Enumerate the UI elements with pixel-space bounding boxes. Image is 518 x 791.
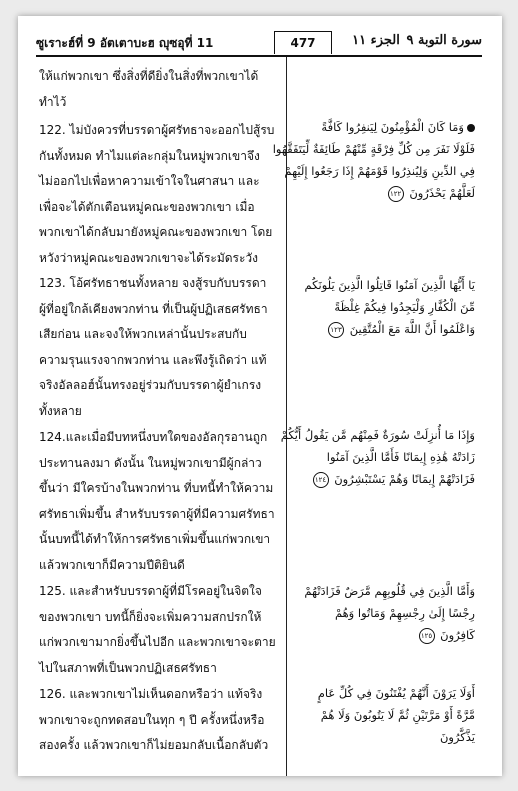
text-line: ทำไว้: [39, 94, 67, 109]
text-line: หวังว่าหมู่คณะของพวกเขาจะได้ระมัดระวัง: [39, 250, 259, 265]
text-line: พวกเขาได้กลับมายังหมู่คณะของพวกเขา โดย: [39, 225, 273, 239]
text-line: ของพวกเขา บทนี้ก็ยิ่งจะเพิ่มความสกปรกให้: [39, 609, 262, 624]
text-line: ประทานลงมา ดังนั้น ในหมู่พวกเขามีผู้กล่าว: [39, 455, 262, 470]
text-line: ความรุนแรงจากพวกท่าน และพึงรู้เถิดว่า แท้: [39, 352, 267, 367]
surah-title: سورة التوبة ٩: [406, 33, 482, 48]
intro-text: [39, 64, 283, 115]
arabic-line: كَافِرُونَ ١٢٥: [301, 624, 475, 646]
arabic-line: يَا أَيُّهَا الَّذِينَ آمَنُوا قَاتِلُوا الَّذِينَ يَلُونَكُم: [304, 278, 475, 292]
text-line: ไม่ออกไปเพื่อหาความเข้าใจในศาสนา และ: [39, 174, 260, 188]
text-line: พวกเขาจะถูกทดสอบในทุก ๆ ปี ครั้งหนึ่งหรือ: [39, 712, 265, 727]
arabic-line: أَوَلَا يَرَوْنَ أَنَّهُمْ يُفْتَنُونَ فِي كُلِّ عَامٍ: [317, 686, 475, 700]
text-line: ขึ้นว่า มีใครบ้างในพวกท่าน ที่บทนี้ทำให้ความ: [39, 481, 274, 495]
page-header: [36, 31, 482, 57]
text-line: 124.และเมื่อมีบทหนึ่งบทใดของอัลกุรอานถูก: [39, 430, 268, 444]
arabic-line: مِّنَ الْكُفَّارِ وَلْيَجِدُوا فِيكُمْ غِلْظَةً: [334, 300, 475, 314]
ayah-number-marker: ١٢٤: [313, 472, 329, 488]
verse-125-translation: [39, 579, 283, 681]
verse-125-arabic: [301, 580, 475, 646]
verse-123-arabic: [301, 274, 475, 340]
arabic-line: فَزَادَتْهُمْ إِيمَانًا وَهُمْ يَسْتَبْشِرُونَ ١٢٤: [301, 468, 475, 490]
arabic-line: وَمَا كَانَ الْمُؤْمِنُونَ لِيَنفِرُوا كَافَّةً: [301, 116, 475, 138]
verse-124-translation: [39, 425, 283, 578]
ayah-number-marker: ١٢٥: [419, 628, 435, 644]
text-line: 126. และพวกเขาไม่เห็นดอกหรือว่า แท้จริง: [39, 687, 263, 701]
text-line: ศรัทธาเพิ่มขึ้น สำหรับบรรดาผู้ที่มีความศรัทธา: [39, 506, 275, 521]
text-line: ทั้งหลาย: [39, 403, 82, 418]
verse-126-arabic: [301, 682, 475, 748]
ayah-number-marker: ١٢٢: [388, 186, 404, 202]
arabic-line: يَذَّكَّرُونَ: [439, 730, 475, 744]
arabic-line: زَادَتْهُ هَٰذِهِ إِيمَانًا فَأَمَّا الَّذِينَ آمَنُوا: [326, 450, 475, 464]
text-line: สองครั้ง แล้วพวกเขาก็ไม่ยอมกลับเนื้อกลับตัว: [39, 738, 269, 752]
arabic-line: وَإِذَا مَا أُنزِلَتْ سُورَةٌ فَمِنْهُم مَّن يَقُولُ أَيُّكُمْ: [280, 428, 475, 442]
text-line: เสียก่อน และจงให้พวกเหล่านั้นประสบกับ: [39, 327, 247, 341]
arabic-line: وَأَمَّا الَّذِينَ فِي قُلُوبِهِم مَّرَضٌ فَزَادَتْهُمْ: [304, 584, 475, 598]
text-line: ผู้ที่อยู่ใกล้เคียงพวกท่าน ที่เป็นผู้ปฏิเสธศรัทธา: [39, 301, 268, 316]
ayah-number-marker: ١٢٣: [328, 322, 344, 338]
text-line: 125. และสำหรับบรรดาผู้ที่มีโรคอยู่ในจิตใจ: [39, 584, 262, 598]
text-line: เพื่อจะได้ตักเตือนหมู่คณะของพวกเขา เมื่อ: [39, 199, 255, 214]
arabic-line: وَاعْلَمُوا أَنَّ اللَّهَ مَعَ الْمُتَّقِينَ ١٢٣: [301, 318, 475, 340]
verse-124-arabic: [280, 424, 475, 490]
arabic-line: فَلَوْلَا نَفَرَ مِن كُلِّ فِرْقَةٍ مِّنْهُمْ طَائِفَةٌ لِّيَتَفَقَّهُوا: [272, 142, 475, 156]
verse-bullet-icon: [467, 124, 475, 132]
text-line: จริงอัลลอฮ์นั้นทรงอยู่ร่วมกับบรรดาผู้ยำเกรง: [39, 378, 262, 392]
text-line: นั้นบทนี้ได้ทำให้การศรัทธาเพิ่มขึ้นแก่พวกเขา: [39, 532, 271, 546]
text-line: กันทั้งหมด ทำไมแต่ละกลุ่มในหมู่พวกเขาจึง: [39, 148, 260, 163]
text-line: 122. ไม่บังควรที่บรรดาผู้ศรัทธาจะออกไปสู้รบ: [39, 123, 275, 137]
text-line: ให้แก่พวกเขา ซึ่งสิ่งที่ดียิ่งในสิ่งที่พวกเขาได้: [39, 69, 259, 83]
text-line: 123. โอ้ศรัทธาชนทั้งหลาย จงสู้รบกับบรรดา: [39, 276, 267, 290]
arabic-line: مَّرَّةً أَوْ مَرَّتَيْنِ ثُمَّ لَا يَتُوبُونَ وَلَا هُمْ: [320, 708, 475, 722]
verse-122-translation: [39, 118, 283, 271]
verse-122-arabic: [272, 116, 475, 204]
verse-123-translation: [39, 271, 283, 424]
text-line: แก่พวกเขามากยิ่งขึ้นไปอีก และพวกเขาจะตาย: [39, 635, 276, 649]
arabic-line: رِجْسًا إِلَىٰ رِجْسِهِمْ وَمَاتُوا وَهُمْ: [334, 606, 475, 620]
arabic-line: فِي الدِّينِ وَلِيُنذِرُوا قَوْمَهُمْ إِذَا رَجَعُوا إِلَيْهِمْ: [284, 164, 475, 178]
verse-126-translation: [39, 682, 283, 759]
text-line: แล้วพวกเขาก็มีความปีติยินดี: [39, 557, 185, 572]
juz-label: الجزء ١١: [352, 33, 400, 48]
thai-header-title: ซูเราะฮ์ที่ 9 อัตเตาบะฮ ญุซอุที่ 11: [36, 36, 214, 50]
page-number: 477: [274, 31, 332, 54]
arabic-line: لَعَلَّهُمْ يَحْذَرُونَ ١٢٢: [301, 182, 475, 204]
text-line: ไปในสภาพที่เป็นพวกปฏิเสธศรัทธา: [39, 660, 217, 675]
page: [18, 16, 502, 776]
